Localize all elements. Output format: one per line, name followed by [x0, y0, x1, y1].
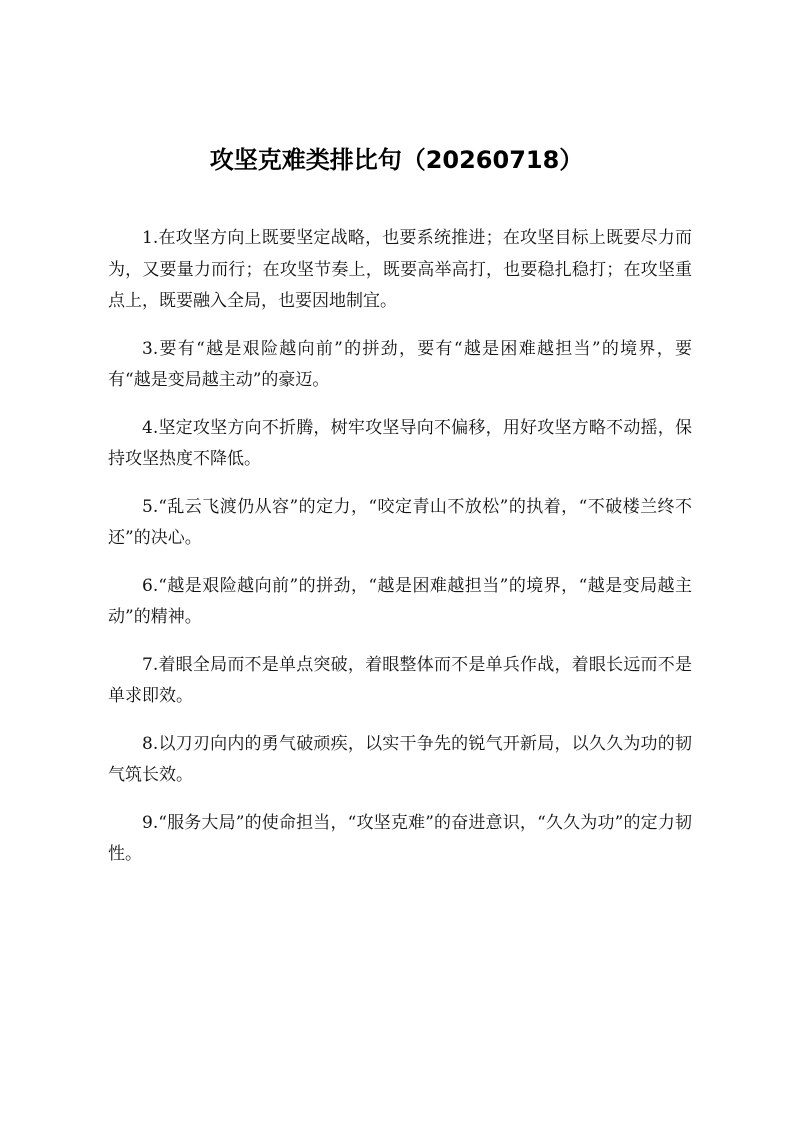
- document-title: 攻坚克难类排比句（20260718）: [209, 146, 584, 174]
- paragraph-5: 5.“乱云飞渡仍从容”的定力，“咬定青山不放松”的执着，“不破楼兰终不还”的决心。: [108, 496, 692, 548]
- paragraph-9: 9.“服务大局”的使命担当，“攻坚克难”的奋进意识，“久久为功”的定力韧性。: [108, 812, 692, 864]
- paragraph-3: 3.要有“越是艰险越向前”的拼劲，要有“越是困难越担当”的境界，要有“越是变局越主动”的豪迈。: [108, 338, 692, 390]
- paragraph-7: 7.着眼全局而不是单点突破，着眼整体而不是单兵作战，着眼长远而不是单求即效。: [108, 654, 692, 706]
- document-body: [108, 223, 692, 887]
- paragraph-8: 8.以刀刃向内的勇气破顽疾，以实干争先的锐气开新局，以久久为功的韧气筑长效。: [108, 733, 692, 785]
- paragraph-1: 1.在攻坚方向上既要坚定战略，也要系统推进；在攻坚目标上既要尽力而为，又要量力而行；在攻坚节奏上，既要高举高打，也要稳扎稳打；在攻坚重点上，既要融入全局，也要因地制宜。: [108, 228, 692, 311]
- paragraph-6: 6.“越是艰险越向前”的拼劲，“越是困难越担当”的境界，“越是变局越主动”的精神。: [108, 575, 692, 627]
- paragraph-4: 4.坚定攻坚方向不折腾，树牢攻坚导向不偏移，用好攻坚方略不动摇，保持攻坚热度不降低。: [108, 417, 692, 469]
